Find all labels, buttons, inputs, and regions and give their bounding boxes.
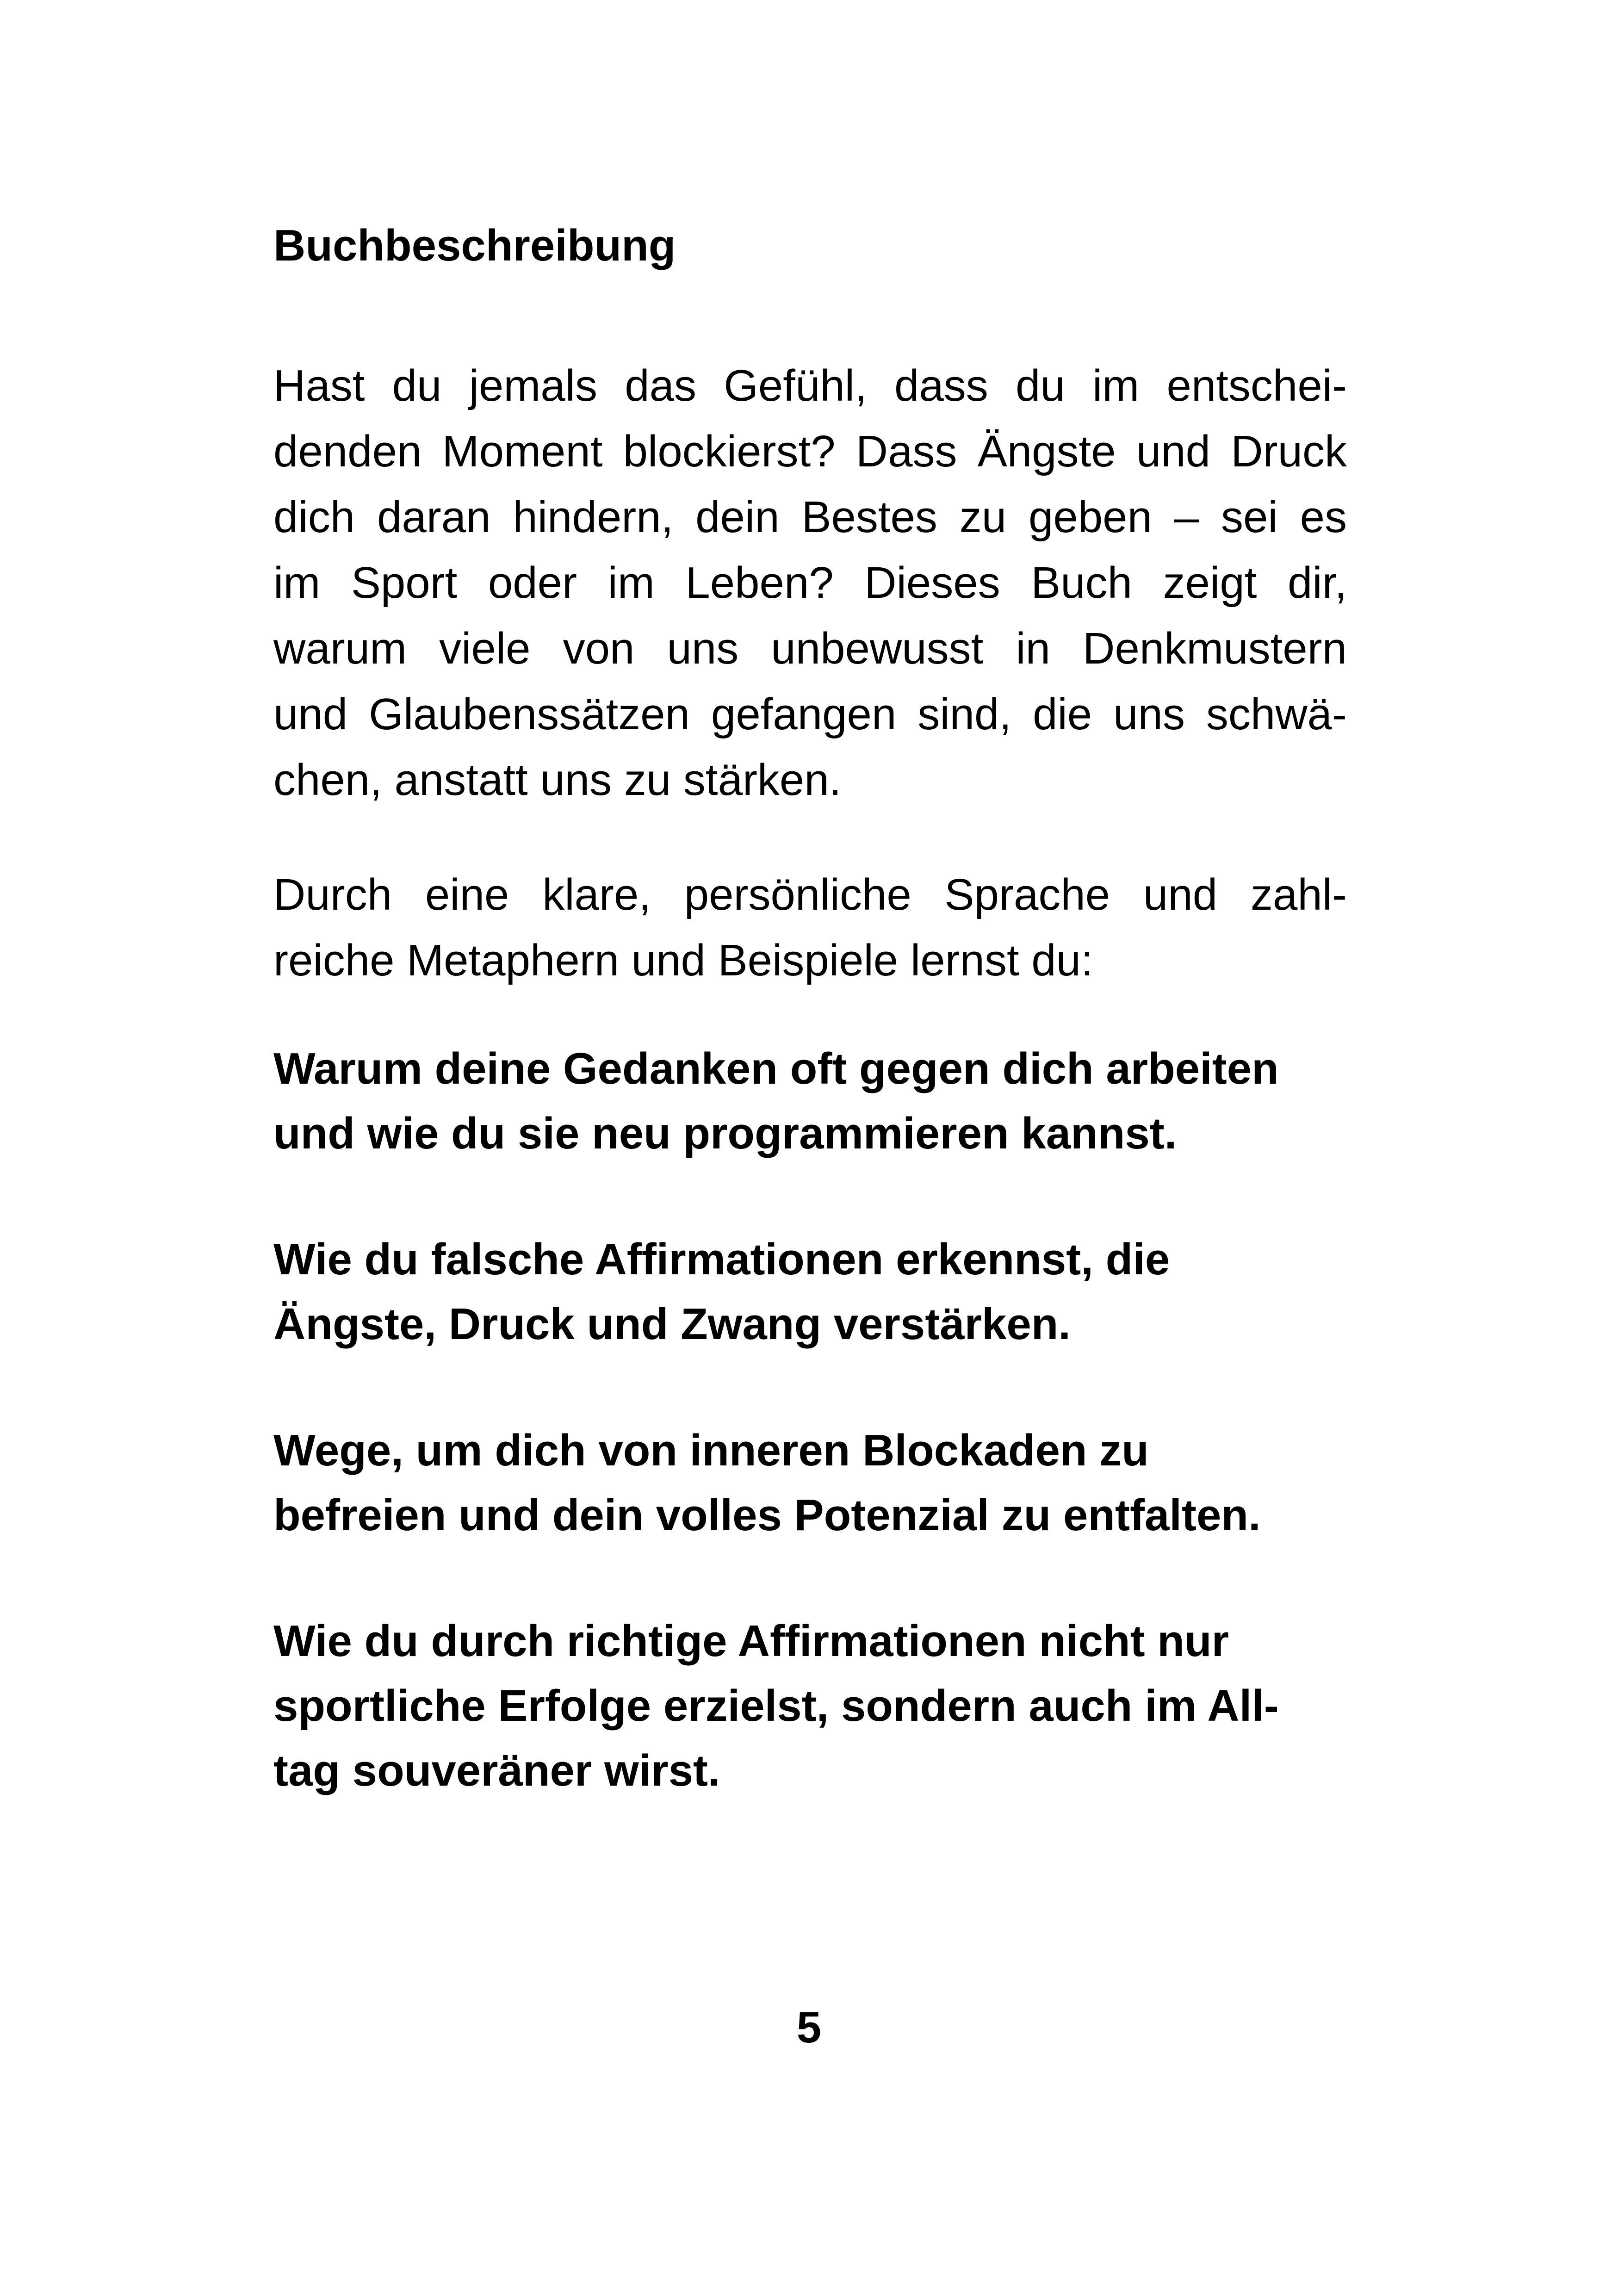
text-line: im Sport oder im Leben? Dieses Buch zeigt dir, [273,558,1347,608]
section-heading: Buchbeschreibung [273,221,676,270]
text-line: Wie du durch richtige Affirmationen nicht nur [273,1616,1229,1666]
key-point-4 [273,1609,1347,1803]
text-line: Wege, um dich von inneren Blockaden zu [273,1426,1149,1475]
text-line: warum viele von uns unbewusst in Denkmustern [273,624,1347,673]
description-paragraph-2 [273,862,1347,993]
key-point-1 [273,1036,1347,1166]
key-point-3 [273,1418,1347,1548]
key-point-2 [273,1227,1347,1357]
text-line: Durch eine klare, persönliche Sprache und zahl- [273,870,1347,919]
text-line: tag souveräner wirst. [273,1746,720,1795]
page-number: 5 [796,2003,822,2052]
text-line: und wie du sie neu programmieren kannst. [273,1109,1177,1158]
description-paragraph-1 [273,353,1347,813]
text-line: Wie du falsche Affirmationen erkennst, die [273,1235,1170,1284]
text-line: reiche Metaphern und Beispiele lernst du: [273,936,1093,985]
text-line: denden Moment blockierst? Dass Ängste und Druck [273,427,1347,476]
text-line: befreien und dein volles Potenzial zu entfalten. [273,1490,1261,1540]
text-line: und Glaubenssätzen gefangen sind, die uns schwä- [273,689,1347,739]
text-line: Ängste, Druck und Zwang verstärken. [273,1299,1071,1349]
text-line: Warum deine Gedanken oft gegen dich arbeiten [273,1044,1279,1093]
text-line: dich daran hindern, dein Bestes zu geben – sei es [273,492,1347,542]
text-line: chen, anstatt uns zu stärken. [273,755,842,805]
text-line: sportliche Erfolge erzielst, sondern auch im All- [273,1681,1279,1731]
text-line: Hast du jemals das Gefühl, dass du im entschei- [273,361,1347,410]
